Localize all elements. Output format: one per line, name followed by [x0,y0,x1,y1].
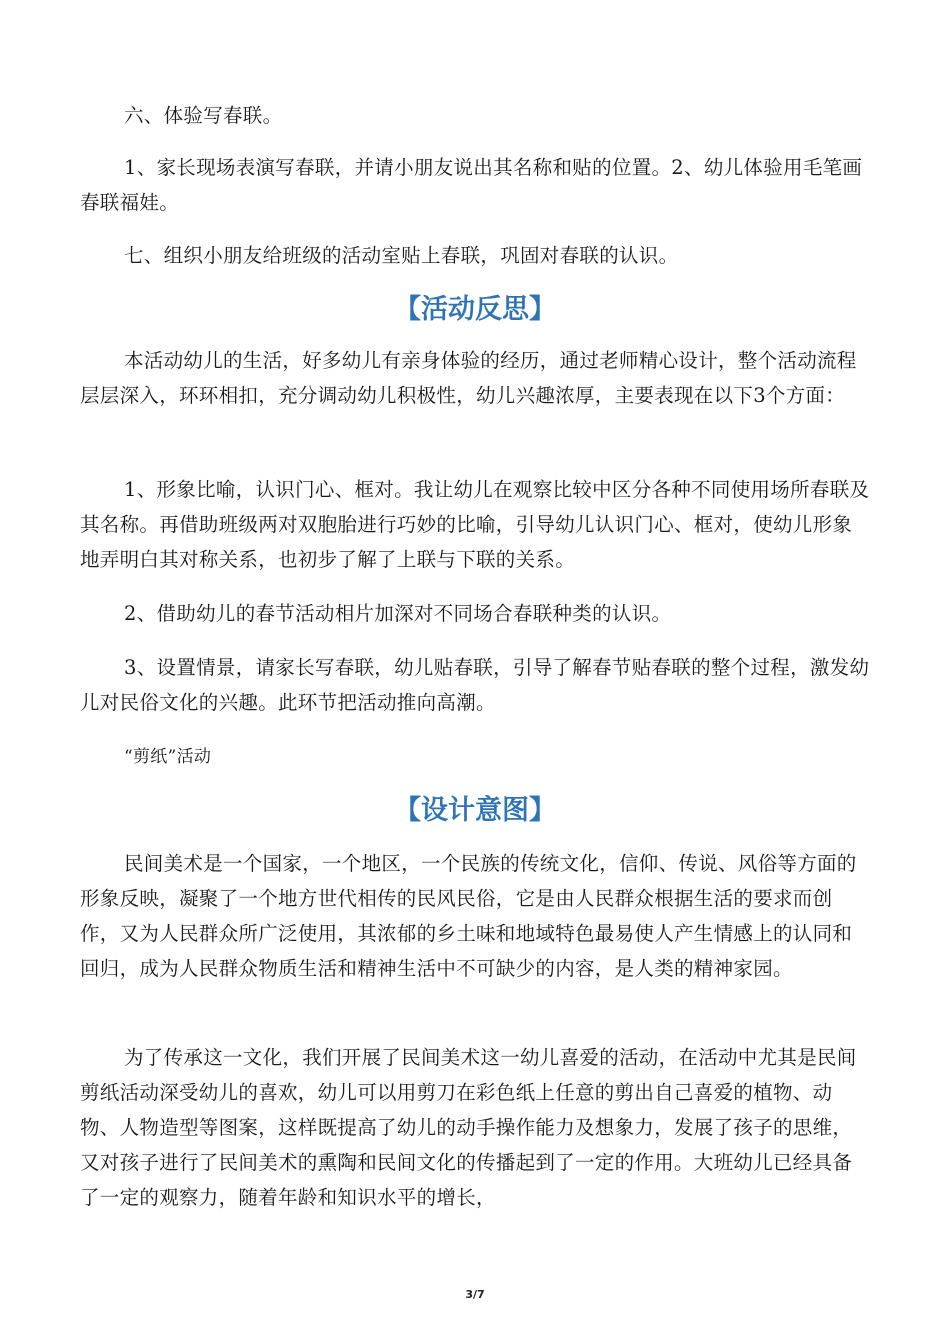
paragraph-reflection-point-two: 2、借助幼儿的春节活动相片加深对不同场合春联种类的认识。 [124,602,672,625]
paragraph-paper-cutting-title: “剪纸”活动 [124,747,212,767]
heading-activity-reflection: 【活动反思】 [394,294,556,325]
page-number: 3/7 [465,1288,485,1301]
paragraph-reflection-intro: 本活动幼儿的生活，好多幼儿有亲身体验的经历，通过老师精心设计，整个活动流程层层深入，环环相扣，充分调动幼儿积极性，幼儿兴趣浓厚，主要表现在以下3个方面： [80,349,857,407]
paragraph-folk-art: 民间美术是一个国家，一个地区，一个民族的传统文化，信仰、传说、风俗等方面的形象反映，凝聚了一个地方世代相传的民风民俗，它是由人民群众根据生活的要求而创作，又为人民群众所广泛使用，其浓郁的乡土味和地域特色最易使人产生情感上的认同和回归，成为人民群众物质生活和精神生活中不可缺少的内容，是人类的精神家园。 [80,852,857,980]
paragraph-inheritance: 为了传承这一文化，我们开展了民间美术这一幼儿喜爱的活动，在活动中尤其是民间剪纸活动深受幼儿的喜欢，幼儿可以用剪刀在彩色纸上任意的剪出自己喜爱的植物、动物、人物造型等图案，这样既提高了幼儿的动手操作能力及想象力，发展了孩子的思维，又对孩子进行了民间美术的熏陶和民间文化的传播起到了一定的作用。大班幼儿已经具备了一定的观察力，随着年龄和知识水平的增长， [80,1046,857,1209]
paragraph-reflection-point-three: 3、设置情景，请家长写春联，幼儿贴春联，引导了解春节贴春联的整个过程，激发幼儿对民俗文化的兴趣。此环节把活动推向高潮。 [80,656,870,714]
paragraph-reflection-point-one: 1、形象比喻，认识门心、框对。我让幼儿在观察比较中区分各种不同使用场所春联及其名称。再借助班级两对双胞胎进行巧妙的比喻，引导幼儿认识门心、框对，使幼儿形象地弄明白其对称关系，也初步了解了上联与下联的关系。 [80,478,870,571]
paragraph-step-six-details: 1、家长现场表演写春联，并请小朋友说出其名称和贴的位置。2、幼儿体验用毛笔画春联福娃。 [80,156,863,214]
paragraph-step-six: 六、体验写春联。 [124,104,283,127]
heading-design-intent: 【设计意图】 [394,795,556,826]
paragraph-step-seven: 七、组织小朋友给班级的活动室贴上春联，巩固对春联的认识。 [124,244,679,267]
